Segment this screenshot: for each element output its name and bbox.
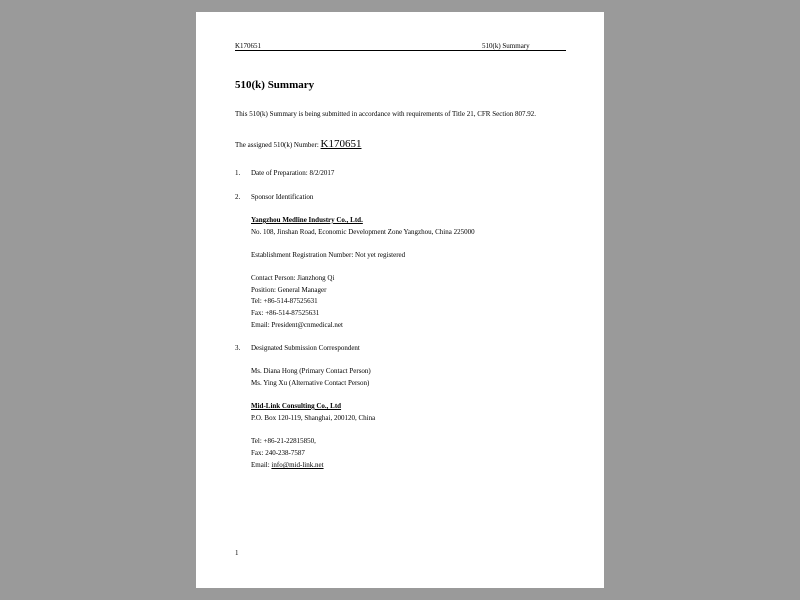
section-3-heading: Designated Submission Correspondent [251, 344, 360, 352]
document-page [196, 12, 604, 588]
sponsor-contact-person: Contact Person: Jianzhong Qi [251, 274, 335, 282]
primary-contact: Ms. Diana Hong (Primary Contact Person) [251, 367, 371, 375]
section-2-number: 2. [235, 193, 241, 201]
section-3-number: 3. [235, 344, 241, 352]
correspondent-address: P.O. Box 120-119, Shanghai, 200120, China [251, 414, 376, 422]
correspondent-email-label: Email: [251, 461, 270, 469]
sponsor-position: Position: General Manager [251, 286, 327, 294]
correspondent-company-name: Mid-Link Consulting Co., Ltd [251, 402, 342, 410]
page-title: 510(k) Summary [235, 79, 315, 91]
header-doc-number: K170651 [235, 42, 262, 50]
header-doc-title: 510(k) Summary [482, 42, 530, 50]
section-1-number: 1. [235, 169, 241, 177]
sponsor-company-name: Yangzhou Medline Industry Co., Ltd. [251, 216, 363, 224]
header-rule [235, 50, 566, 51]
establishment-registration: Establishment Registration Number: Not yet registered [251, 251, 406, 259]
correspondent-fax: Fax: 240-238-7587 [251, 449, 305, 457]
sponsor-fax: Fax: +86-514-87525631 [251, 309, 320, 317]
assigned-number-line [235, 138, 362, 150]
assigned-number-value: K170651 [320, 138, 362, 150]
sponsor-address: No. 108, Jinshan Road, Economic Development Zone Yangzhou, China 225000 [251, 228, 475, 236]
correspondent-email-link[interactable]: info@mid-link.net [271, 461, 324, 469]
sponsor-email: Email: President@cnmedical.net [251, 321, 343, 329]
assigned-number-label: The assigned 510(k) Number: [235, 141, 319, 149]
alternative-contact: Ms. Ying Xu (Alternative Contact Person) [251, 379, 370, 387]
intro-paragraph: This 510(k) Summary is being submitted in accordance with requirements of Title 21, CFR Section 807.92. [235, 110, 536, 118]
page-number: 1 [235, 549, 239, 557]
sponsor-tel: Tel: +86-514-87525631 [251, 297, 318, 305]
correspondent-tel: Tel: +86-21-22815850, [251, 437, 316, 445]
date-of-preparation: Date of Preparation: 8/2/2017 [251, 169, 335, 177]
correspondent-email-line [251, 461, 324, 469]
section-2-heading: Sponsor Identification [251, 193, 314, 201]
